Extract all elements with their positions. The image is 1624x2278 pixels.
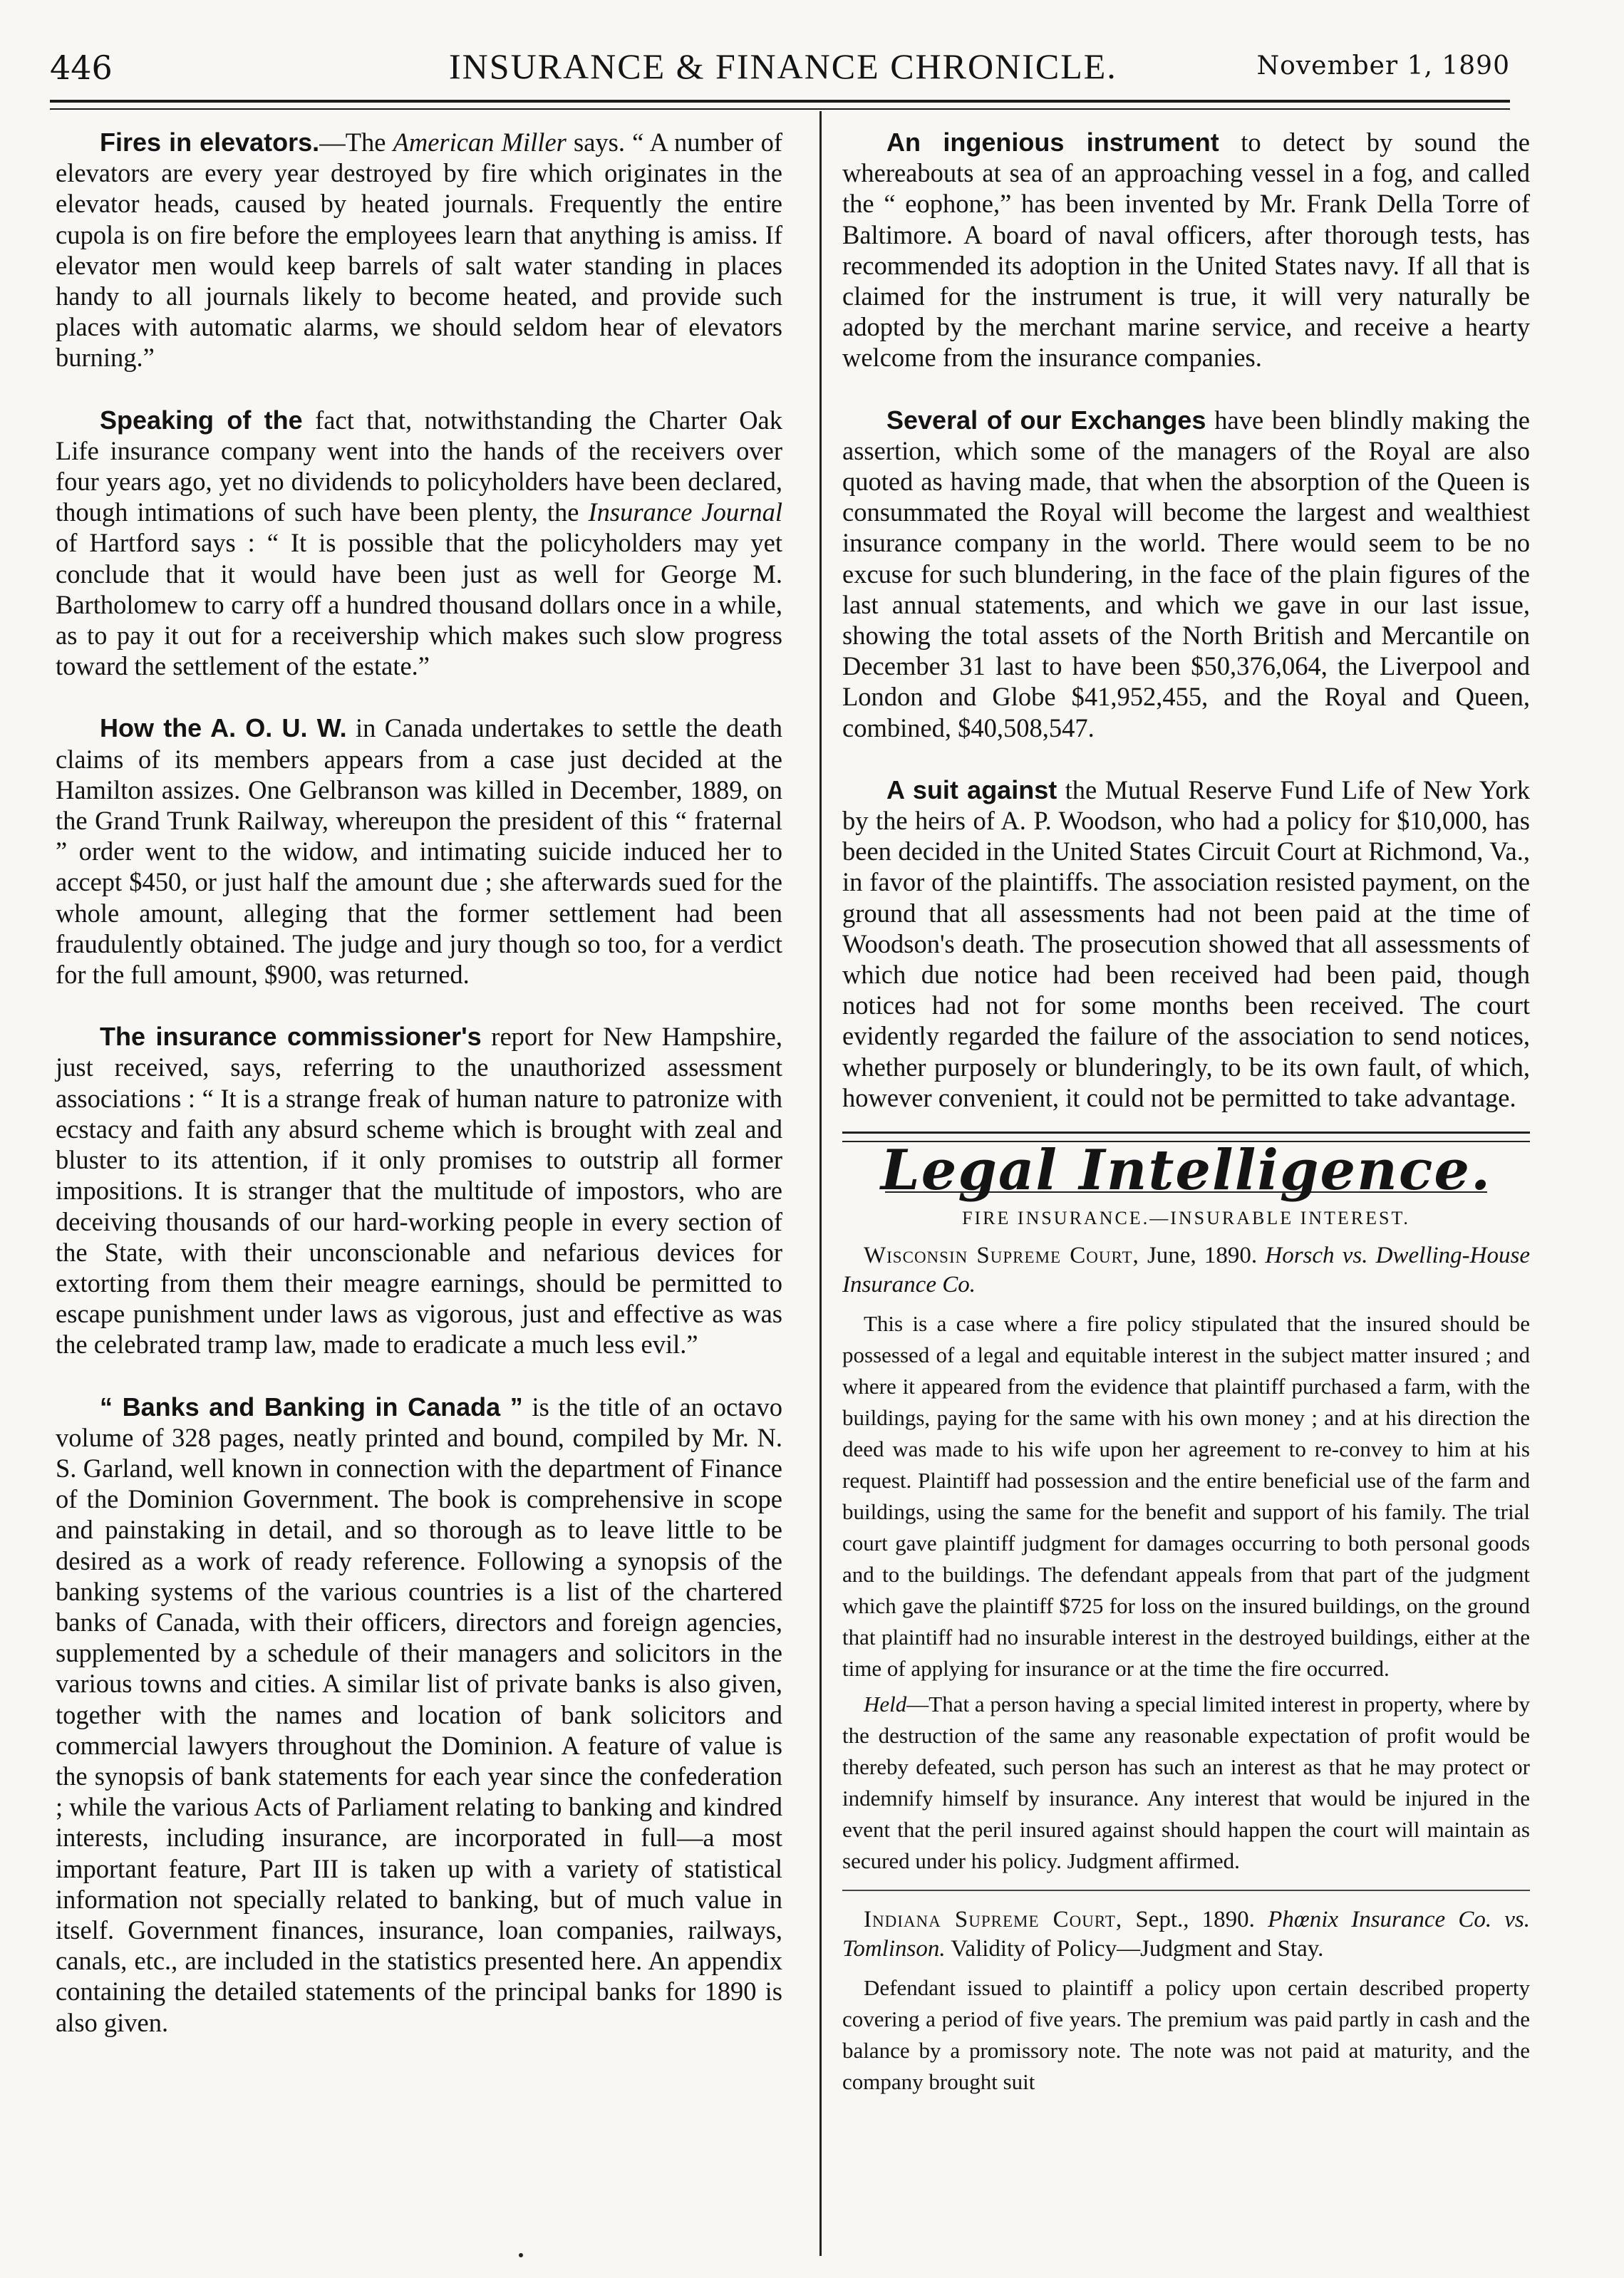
page-header	[50, 44, 1510, 94]
article-mutual-reserve-suit: A suit against the Mutual Reserve Fund Life of New York by the heirs of A. P. Woodson, who had a policy for $10,000, has been decided in the United States Circuit Court at Richmond, Va., in favor of the plaintiffs. The association resisted payment, on the ground that all assessments had not been paid at the time of Woodson's death. The prosecution showed that all assessments of which due notice had been received had been paid, though notices had not for some months been received. The court evidently regarded the failure of the association to send notices, whether purposely or blunderingly, to be its own fault, of which, however convenient, it could not be permitted to take advantage.	[842, 775, 1530, 1112]
print-mark	[519, 2253, 523, 2257]
case-holding-horsch: Held—That a person having a special limited interest in property, where by the destruction of the same any reasonable expectation of profit would be thereby defeated, such person has such an interest as that he may protect or indemnify himself by insurance. Any interest that would be injured in the event that the peril insured against should happen the court will maintain as secured under his policy. Judgment affirmed.	[842, 1691, 1530, 1873]
article-fires-in-elevators: Fires in elevators.—The American Miller says. “ A number of elevators are every year destroyed by fire which originates in the elevator heads, caused by heated journals. Frequently the entire cupola is on fire before the employees learn that anything is amiss. If elevator men would keep barrels of salt water standing in places handy to all journals likely to become heated, and provide such places with automatic alarms, we should seldom hear of elevators burning.”	[56, 128, 782, 373]
issue-date: November 1, 1890	[1256, 51, 1510, 81]
left-column	[56, 127, 782, 2038]
case-summary-phoenix: Defendant issued to plaintiff a policy upon certain described property covering a period of five years. The premium was paid partly in cash and the balance by a promissory note. The note was not paid at maturity, and the company brought suit	[842, 1974, 1530, 2094]
case-subheading: FIRE INSURANCE.—INSURABLE INTEREST.	[962, 1208, 1410, 1229]
column-divider	[819, 111, 822, 2256]
header-rule	[50, 100, 1510, 110]
article-aouw: How the A. O. U. W. in Canada undertakes to settle the death claims of its members appears from a case just decided at the Hamilton assizes. One Gelbranson was killed in December, 1889, on the Grand Trunk Railway, whereupon the president of this “ fraternal ” order went to the widow, and intimating suicide induced her to accept $450, or just half the amount due ; she afterwards sued for the whole amount, alleging that the former settlement had been fraudulently obtained. The judge and jury though so too, for a verdict for the full amount, $900, was returned.	[56, 713, 782, 990]
article-banks-and-banking: “ Banks and Banking in Canada ” is the title of an octavo volume of 328 pages, neatly printed and bound, compiled by Mr. N. S. Garland, well known in connection with the department of Finance of the Dominion Government. The book is comprehensive in scope and painstaking in detail, and so thorough as to leave little to be desired as a work of ready reference. Following a synopsis of the banking systems of the various countries is a list of the chartered banks of Canada, with their officers, directors and foreign agencies, supplemented by a schedule of their managers and solicitors in the various towns and cities. A similar list of private banks is also given, together with the names and location of bank solicitors and commercial lawyers throughout the Dominion. A feature of value is the synopsis of bank statements for each year since the confederation ; while the various Acts of Parliament relating to banking and kindred interests, including insurance, are incorporated in full—a most important feature, Part III is taken up with a variety of statistical information not specially related to banking, but of much value in itself. Government finances, insurance, loan companies, railways, canals, etc., are included in the statistics presented here. An appendix containing the detailed statements of the principal banks for 1890 is also given.	[56, 1392, 782, 2037]
page-number: 446	[50, 48, 113, 87]
case-summary-horsch: This is a case where a fire policy stipulated that the insured should be possessed of a legal and equitable interest in the subject matter insured ; and where it appeared from the evidence that plaintiff purchased a farm, with the buildings, paying for the same with his own money ; and at his direction the deed was made to his wife upon her agreement to re-convey to him at his request. Plaintiff had possession and the entire beneficial use of the farm and buildings, using the same for the benefit and support of his family. The trial court gave plaintiff judgment for damages occurring to both personal goods and to the buildings. The defendant appeals from that part of the judgment which gave the plaintiff $725 for loss on the insured buildings, on the ground that plaintiff had no insurable interest in the destroyed buildings, either at the time of applying for insurance or at the time the fire occurred.	[842, 1310, 1530, 1681]
court-citation-wisconsin: Wisconsin Supreme Court, June, 1890. Horsch vs. Dwelling-House Insurance Co.	[842, 1242, 1530, 1298]
article-exchanges: Several of our Exchanges have been blindly making the assertion, which some of the managers of the Royal are also quoted as having made, that when the absorption of the Queen is consummated the Royal will become the largest and wealthiest insurance company in the world. There would seem to be no excuse for such blundering, in the face of the plain figures of the last annual statements, and which we gave in our last issue, showing the total assets of the North British and Mercantile on December 31 last to have been $50,376,064, the Liverpool and London and Globe $41,952,455, and the Royal and Queen, combined, $40,508,547.	[842, 405, 1530, 742]
article-charter-oak: Speaking of the fact that, notwithstanding the Charter Oak Life insurance company went into the hands of the receivers over four years ago, yet no dividends to policyholders have been declared, though intimations of such have been plenty, the Insurance Journal of Hartford says : “ It is possible that the policyholders may yet conclude that it would have been just as well for George M. Bartholomew to carry off a hundred thousand dollars once in a while, as to pay it out for a receivership which makes such slow progress toward the settlement of the estate.”	[56, 405, 783, 681]
article-commissioner-report: The insurance commissioner's report for New Hampshire, just received, says, referring to the unauthorized assessment associations : “ It is a strange freak of human nature to patronize with ecstacy and faith any absurd scheme which is brought with zeal and bluster to its attention, if it only promises to outstrip all former impositions. It is stranger that the multitude of impostors, who are deceiving thousands of our hard-working people in every section of the State, with their unconscionable and nefarious devices for extorting from them their meagre earnings, should be permitted to escape punishment under laws as vigorous, just and effective as was the celebrated tramp law, made to eradicate a much less evil.”	[56, 1022, 783, 1360]
right-column	[842, 127, 1530, 2098]
court-citation-indiana: Indiana Supreme Court, Sept., 1890. Phœnix Insurance Co. vs. Tomlinson. Validity of Policy—Judgment and Stay.	[842, 1906, 1530, 1962]
legal-intelligence-heading: Legal Intelligence.	[880, 1138, 1492, 1203]
publication-title: INSURANCE & FINANCE CHRONICLE.	[449, 46, 1117, 86]
article-eophone: An ingenious instrument to detect by sound the whereabouts at sea of an approaching vessel in a fog, and called the “ eophone,” has been invented by Mr. Frank Della Torre of Baltimore. A board of naval officers, after thorough tests, has recommended its adoption in the United States navy. If all that is claimed for the instrument is true, it will very naturally be adopted by the merchant marine service, and receive a hearty welcome from the insurance companies.	[842, 128, 1530, 373]
case-separator	[842, 1890, 1530, 1891]
